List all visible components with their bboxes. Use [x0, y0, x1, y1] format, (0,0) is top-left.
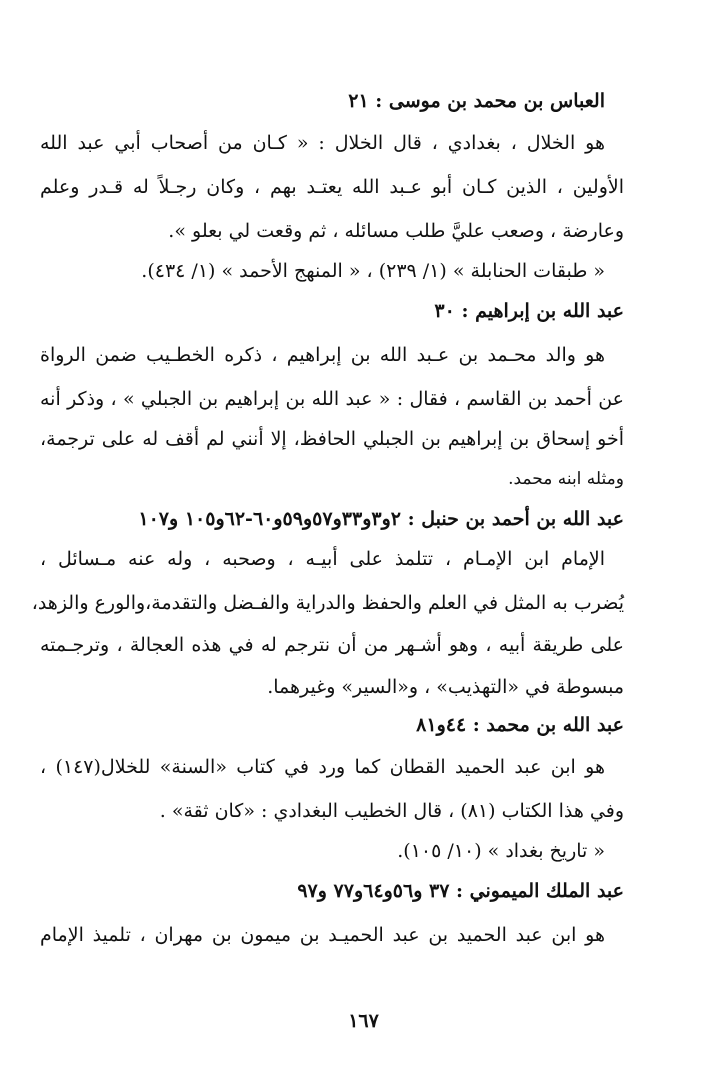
- entry-heading-abdallah-ahmad: عبد الله بن أحمد بن حنبل : ٢و٣و٣٣و٥٧و٥٩و٦٠-٦٢و١٠٥ و١٠٧: [138, 508, 624, 530]
- body-line: مبسوطة في «التهذيب» ، و«السير» وغيرهما.: [267, 676, 624, 698]
- body-line: هو والد محـمد بن عـبد الله بن إبراهيم ، ذكره الخطـيب ضمن الرواة: [40, 344, 605, 366]
- citation-line: « طبقات الحنابلة » (١/ ٢٣٩) ، « المنهج الأحمد » (١/ ٤٣٤).: [141, 260, 605, 282]
- entry-heading-abdalmalik: عبد الملك الميموني : ٣٧ و٥٦و٦٤و٧٧ و٩٧: [297, 880, 624, 902]
- body-line: يُضرب به المثل في العلم والحفظ والدراية والفـضل والتقدمة،والورع والزهد،: [31, 592, 624, 614]
- body-line: أخو إسحاق بن إبراهيم بن الجبلي الحافظ، إلا أنني لم أقف له على ترجمة،: [40, 428, 624, 450]
- body-line: هو ابن عبد الحميد القطان كما ورد في كتاب «السنة» للخلال(١٤٧) ،: [40, 756, 605, 778]
- body-line: هو الخلال ، بغدادي ، قال الخلال : « كـان من أصحاب أبي عبد الله: [40, 132, 605, 154]
- entry-heading-abdallah-muhammad: عبد الله بن محمد : ٤٤و٨١: [416, 714, 624, 736]
- body-line: وفي هذا الكتاب (٨١) ، قال الخطيب البغدادي : «كان ثقة» .: [159, 800, 624, 822]
- citation-line: « تاريخ بغداد » (١٠/ ١٠٥).: [397, 840, 605, 862]
- entry-heading-abdallah-ibrahim: عبد الله بن إبراهيم : ٣٠: [434, 300, 624, 322]
- body-line: وعارضة ، وصعب عليَّ طلب مسائله ، ثم وقعت لي بعلو ».: [168, 220, 624, 242]
- body-line: الأولين ، الذين كـان أبو عـبد الله يعتـد بهم ، وكان رجـلاً له قـدر وعلم: [40, 176, 624, 198]
- body-line: ومثله ابنه محمد.: [508, 469, 624, 489]
- body-line: الإمام ابن الإمـام ، تتلمذ على أبيـه ، وصحبه ، وله عنه مـسائل ،: [40, 548, 605, 570]
- entry-heading-abbas: العباس بن محمد بن موسى : ٢١: [348, 90, 605, 112]
- body-line: هو ابن عبد الحميد بن عبد الحميـد بن ميمون بن مهران ، تلميذ الإمام: [40, 924, 605, 946]
- body-line: عن أحمد بن القاسم ، فقال : « عبد الله بن إبراهيم بن الجبلي » ، وذكر أنه: [40, 388, 624, 410]
- page-number: ١٦٧: [348, 1010, 379, 1032]
- body-line: على طريقة أبيه ، وهو أشـهر من أن نترجم له في هذه العجالة ، وترجـمته: [40, 634, 624, 656]
